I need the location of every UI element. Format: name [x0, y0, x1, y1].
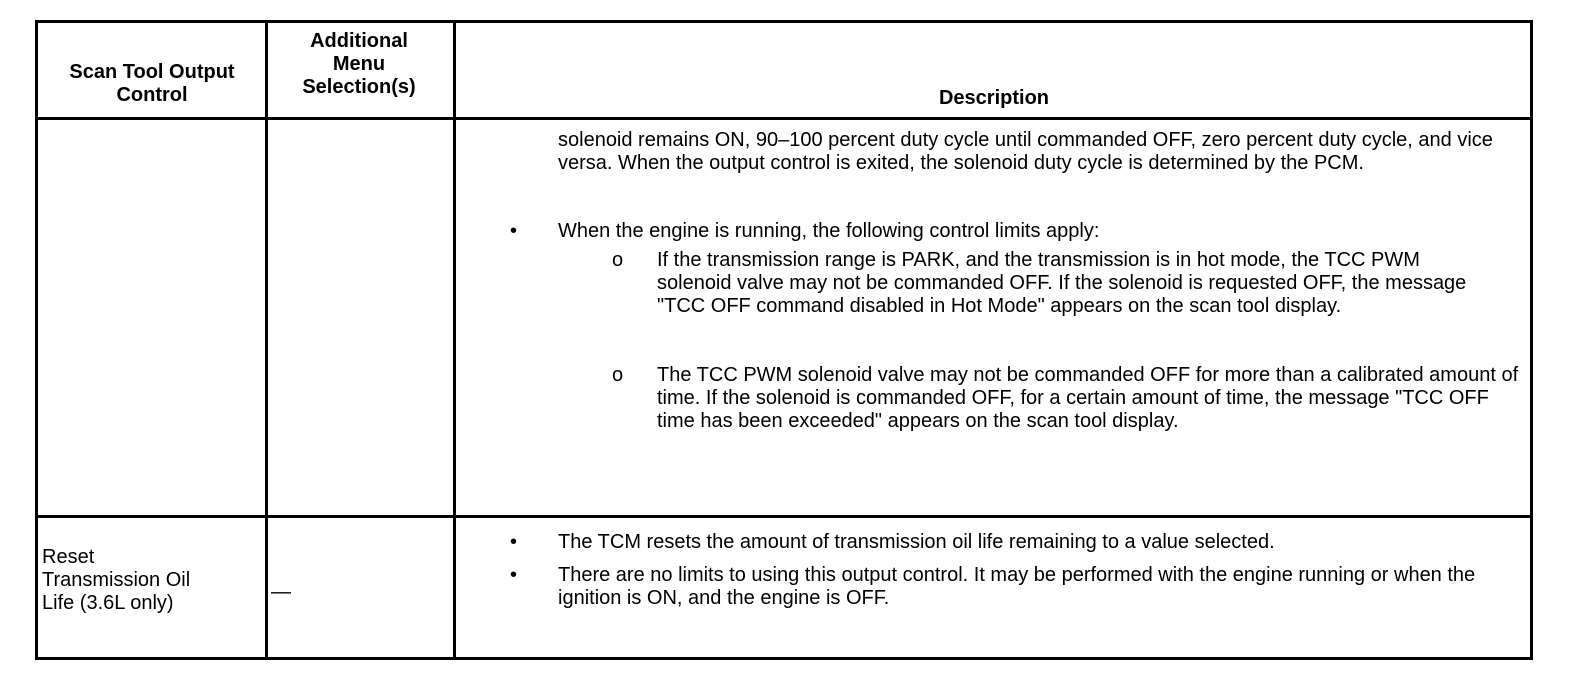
output-control-table	[35, 20, 1533, 660]
description-continuation: solenoid remains ON, 90–100 percent duty cycle until commanded OFF, zero percent duty cycle, and vice versa. When the output control is exited, the solenoid duty cycle is determined by the PCM.	[558, 129, 1493, 174]
row-divider	[38, 117, 1530, 120]
menu-selection-none: —	[271, 581, 291, 603]
hot-mode-limit: If the transmission range is PARK, and the transmission is in hot mode, the TCC PWM solenoid valve may not be commanded OFF. If the solenoid is requested OFF, the message "TCC OFF command disabled in Hot Mode" appears on the scan tool display.	[657, 249, 1467, 317]
oil-life-no-limits: There are no limits to using this output control. It may be performed with the engine running or when the ignition is ON, and the engine is OFF.	[558, 564, 1476, 609]
bullet-marker: •	[510, 564, 518, 586]
row-divider	[38, 515, 1530, 518]
off-time-limit: The TCC PWM solenoid valve may not be commanded OFF for more than a calibrated amount of time. If the solenoid is commanded OFF, for a certain amount of time, the message "TCC OFF time has been exceeded" appears on the scan tool display.	[657, 364, 1519, 432]
oil-life-reset-description: The TCM resets the amount of transmission oil life remaining to a value selected.	[558, 531, 1275, 553]
header-description: Description	[938, 87, 1050, 109]
sub-bullet-marker: o	[612, 249, 624, 271]
sub-bullet-marker: o	[612, 364, 624, 386]
bullet-marker: •	[510, 220, 518, 242]
engine-running-limits: When the engine is running, the following control limits apply:	[558, 220, 1100, 242]
header-scan-tool-output-control: Scan Tool Output Control	[69, 61, 235, 106]
bullet-marker: •	[510, 531, 518, 553]
header-additional-menu-selections: Additional Menu Selection(s)	[302, 30, 416, 98]
control-reset-oil-life: Reset Transmission Oil Life (3.6L only)	[42, 546, 191, 614]
